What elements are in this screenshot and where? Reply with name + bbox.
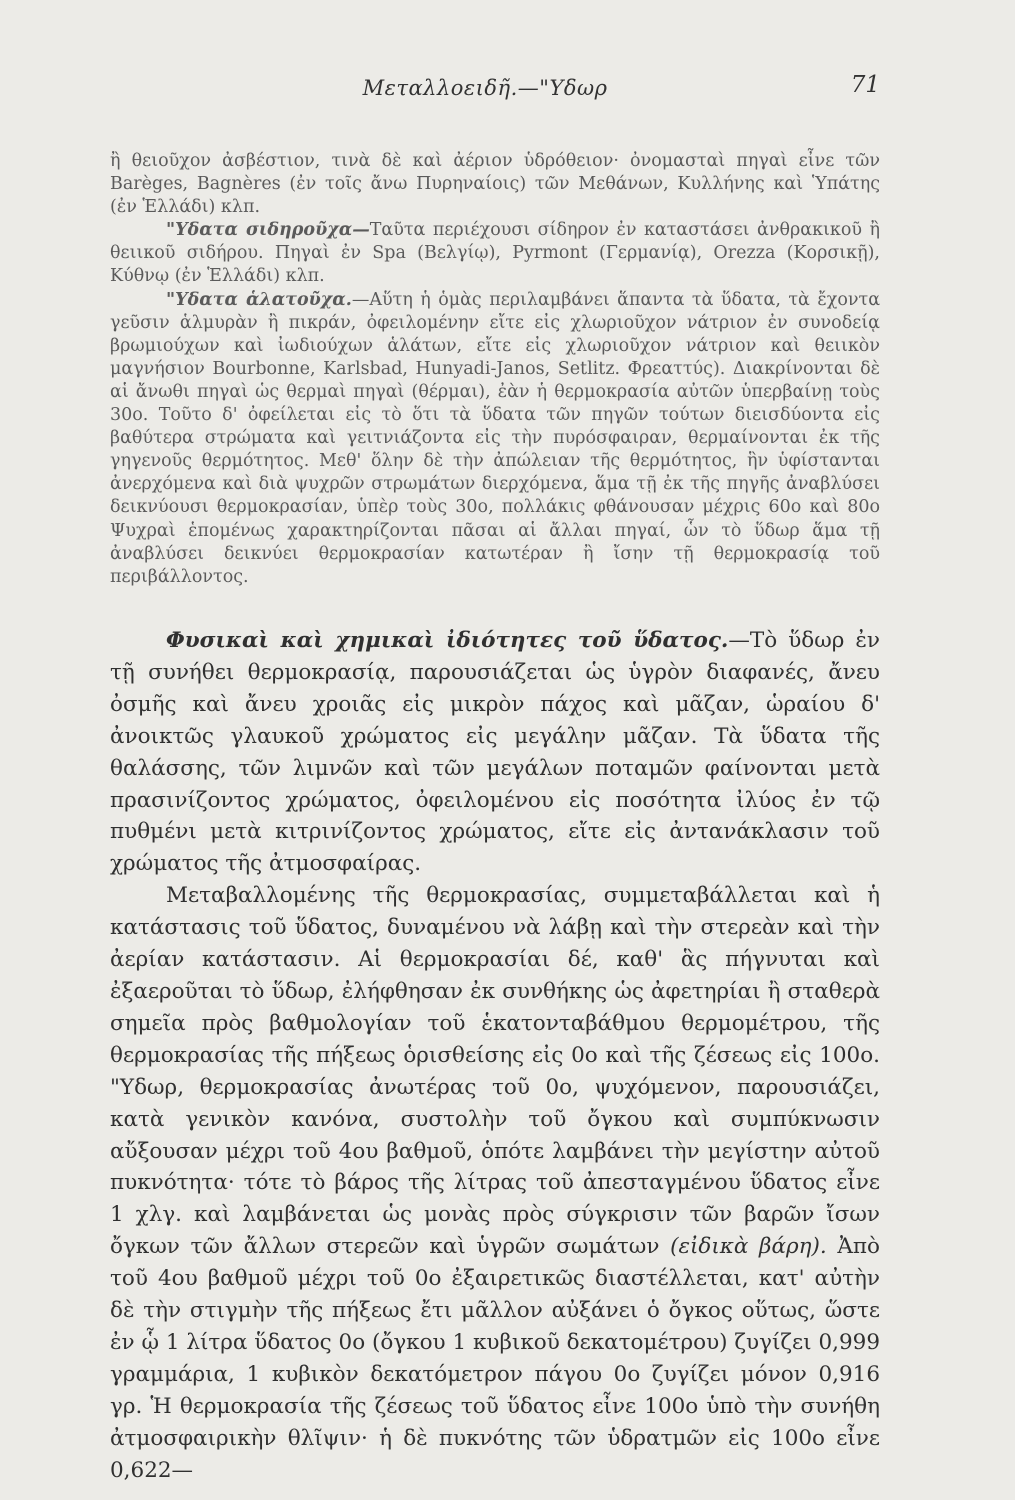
running-title: Μεταλλοειδῆ.—"Υδωρ (362, 76, 608, 100)
physical-properties-text: —Τὸ ὕδωρ ἐν τῇ συνήθει θερμοκρασίᾳ, παρουσιάζεται ὡς ὑγρὸν διαφανές, ἄνευ ὀσμῆς καὶ ἄνευ χροιᾶς εἰς μικρὸν πάχος καὶ μᾶζαν, ὡραίου δ' ἀνοικτῶς γλαυκοῦ χρώματος εἰς μεγάλην μᾶζαν. Τὰ ὕδατα τῆς θαλάσσης, τῶν λιμνῶν καὶ τῶν μεγάλων ποταμῶν φαίνονται μετὰ πρασινίζοντος χρώματος, ὀφειλομένου εἰς ποσότητα ἰλύος ἐν τῷ πυθμένι μετὰ κιτρινίζοντος χρώματος, εἴτε εἰς ἀντανάκλασιν τοῦ χρώματος τῆς ἀτμοσφαίρας. (110, 628, 880, 877)
salt-waters-text: —Αὕτη ἡ ὁμὰς περιλαμβάνει ἅπαντα τὰ ὕδατα, τὰ ἔχοντα γεῦσιν ἁλμυρὰν ἢ πικράν, ὀφειλομένην εἴτε εἰς χλωριοῦχον νάτριον ἐν συνοδείᾳ βρωμιούχων καὶ ἰωδιούχων ἁλάτων, εἴτε εἰς χλωριοῦχον νάτριον καὶ θειικὸν μαγνήσιον Bourbonne, Karlsbad, Hunyadi-Janos, Setlitz. Φρεαττύς). Διακρίνονται δὲ αἱ ἄνωθι πηγαὶ ὡς θερμαὶ πηγαὶ (θέρμαι), ἐὰν ἡ θερμοκρασία αὐτῶν ὑπερβαίνῃ τοὺς 30ο. Τοῦτο δ' ὀφείλεται εἰς τὸ ὅτι τὰ ὕδατα τῶν πηγῶν τούτων διεισδύοντα εἰς βαθύτερα στρώματα καὶ γειτνιάζοντα εἰς τὴν πυρόσφαιραν, θερμαίνονται ἐκ τῆς γηγενοῦς θερμότητος. Μεθ' ὅλην δὲ τὴν ἀπώλειαν τῆς θερμότητος, ἣν ὑφίστανται ἀνερχόμενα καὶ διὰ ψυχρῶν στρωμάτων διερχόμενα, ἅμα τῇ ἐκ τῆς πηγῆς ἀναβλύσει δεικνύουσι θερμοκρασίαν, ὑπὲρ τοὺς 30ο, πολλάκις φθάνουσαν μέχρις 60ο καὶ 80ο Ψυχραὶ ἑπομένως χαρακτηρίζονται πᾶσαι αἱ ἄλλαι πηγαί, ὧν τὸ ὕδωρ ἅμα τῇ ἀναβλύσει δεικνύει θερμοκρασίαν κατωτέραν ἢ ἴσην τῇ θερμοκρασίᾳ τοῦ περιβάλλοντος. (110, 289, 881, 587)
page-header (90, 72, 880, 108)
paragraph-salt-waters (110, 289, 880, 589)
salt-waters-heading: "Υδατα ἁλατοῦχα. (166, 289, 352, 310)
paragraph-sulfur-springs: ἢ θειοῦχον ἀσβέστιον, τινὰ δὲ καὶ ἀέριον ὑδρόθειον· ὀνομασταὶ πηγαὶ εἶνε τῶν Barèges, Bagnères (ἐν τοῖς ἄνω Πυρηναίοις) τῶν Μεθάνων, Κυλλήνης καὶ Ὑπάτης (ἐν Ἑλλάδι) κλπ. (110, 151, 880, 218)
iron-waters-heading: "Υδατα σιδηροῦχα— (166, 220, 370, 241)
paragraph-temperature-changes (110, 880, 880, 1486)
small-print-section (110, 150, 880, 589)
page-number: 71 (850, 72, 880, 98)
temperature-text: Μεταβαλλομένης τῆς θερμοκρασίας, συμμεταβάλλεται καὶ ἡ κατάστασις τοῦ ὕδατος, δυναμένου νὰ λάβῃ καὶ τὴν στερεὰν καὶ τὴν ἀερίαν κατάστασιν. Αἱ θερμοκρασίαι δέ, καθ' ἃς πήγνυται καὶ ἐξαεροῦται τὸ ὕδωρ, ἐλήφθησαν ἐκ συνθήκης ὡς ἀφετηρίαι ἢ σταθερὰ σημεῖα πρὸς βαθμολογίαν τοῦ ἑκατονταβάθμου θερμομέτρου, τῆς θερμοκρασίας τῆς πήξεως ὁρισθείσης εἰς 0ο καὶ τῆς ζέσεως εἰς 100ο. "Υδωρ, θερμοκρασίας ἀνωτέρας τοῦ 0ο, ψυχόμενον, παρουσιάζει, κατὰ γενικὸν κανόνα, συστολὴν τοῦ ὄγκου καὶ συμπύκνωσιν αὔξουσαν μέχρι τοῦ 4ου βαθμοῦ, ὁπότε λαμβάνει τὴν μεγίστην αὐτοῦ πυκνότητα· τότε τὸ βάρος τῆς λίτρας τοῦ ἀπεσταγμένου ὕδατος εἶνε 1 χλγ. καὶ λαμβάνεται ὡς μονὰς πρὸς σύγκρισιν τῶν βαρῶν ἴσων ὄγκων τῶν ἄλλων στερεῶν καὶ ὑγρῶν σωμάτων (110, 883, 880, 1260)
physical-properties-heading: Φυσικαὶ καὶ χημικαὶ ἰδιότητες τοῦ ὕδατος. (166, 628, 729, 653)
specific-gravity-term: (εἰδικὰ βάρη). (670, 1234, 827, 1260)
iron-waters-text: Ταῦτα περιέχουσι σίδηρον ἐν καταστάσει ἀνθρακικοῦ ἢ θειικοῦ σιδήρου. Πηγαὶ ἐν Spa (Βελγίῳ), Pyrmont (Γερμανίᾳ), Orezza (Κορσικῇ), Κύθνῳ (ἐν Ἑλλάδι) κλπ. (110, 220, 880, 287)
paragraph-physical-properties (110, 625, 880, 880)
paragraph-iron-waters (110, 219, 880, 288)
expansion-text: Ἀπὸ τοῦ 4ου βαθμοῦ μέχρι τοῦ 0ο ἐξαιρετικῶς διαστέλλεται, κατ' αὐτὴν δὲ τὴν στιγμὴν τῆς πήξεως ἔτι μᾶλλον αὐξάνει ὁ ὄγκος οὕτως, ὥστε ἐν ᾧ 1 λίτρα ὕδατος 0ο (ὄγκου 1 κυβικοῦ δεκατομέτρου) ζυγίζει 0,999 γραμμάρια, 1 κυβικὸν δεκατόμετρον πάγου 0ο ζυγίζει μόνον 0,916 γρ. Ἡ θερμοκρασία τῆς ζέσεως τοῦ ὕδατος εἶνε 100ο ὑπὸ τὴν συνήθη ἀτμοσφαιρικὴν θλῖψιν· ἡ δὲ πυκνότης τῶν ὑδρατμῶν εἰς 100ο εἶνε 0,622— (110, 1234, 880, 1483)
main-section (110, 625, 880, 1486)
